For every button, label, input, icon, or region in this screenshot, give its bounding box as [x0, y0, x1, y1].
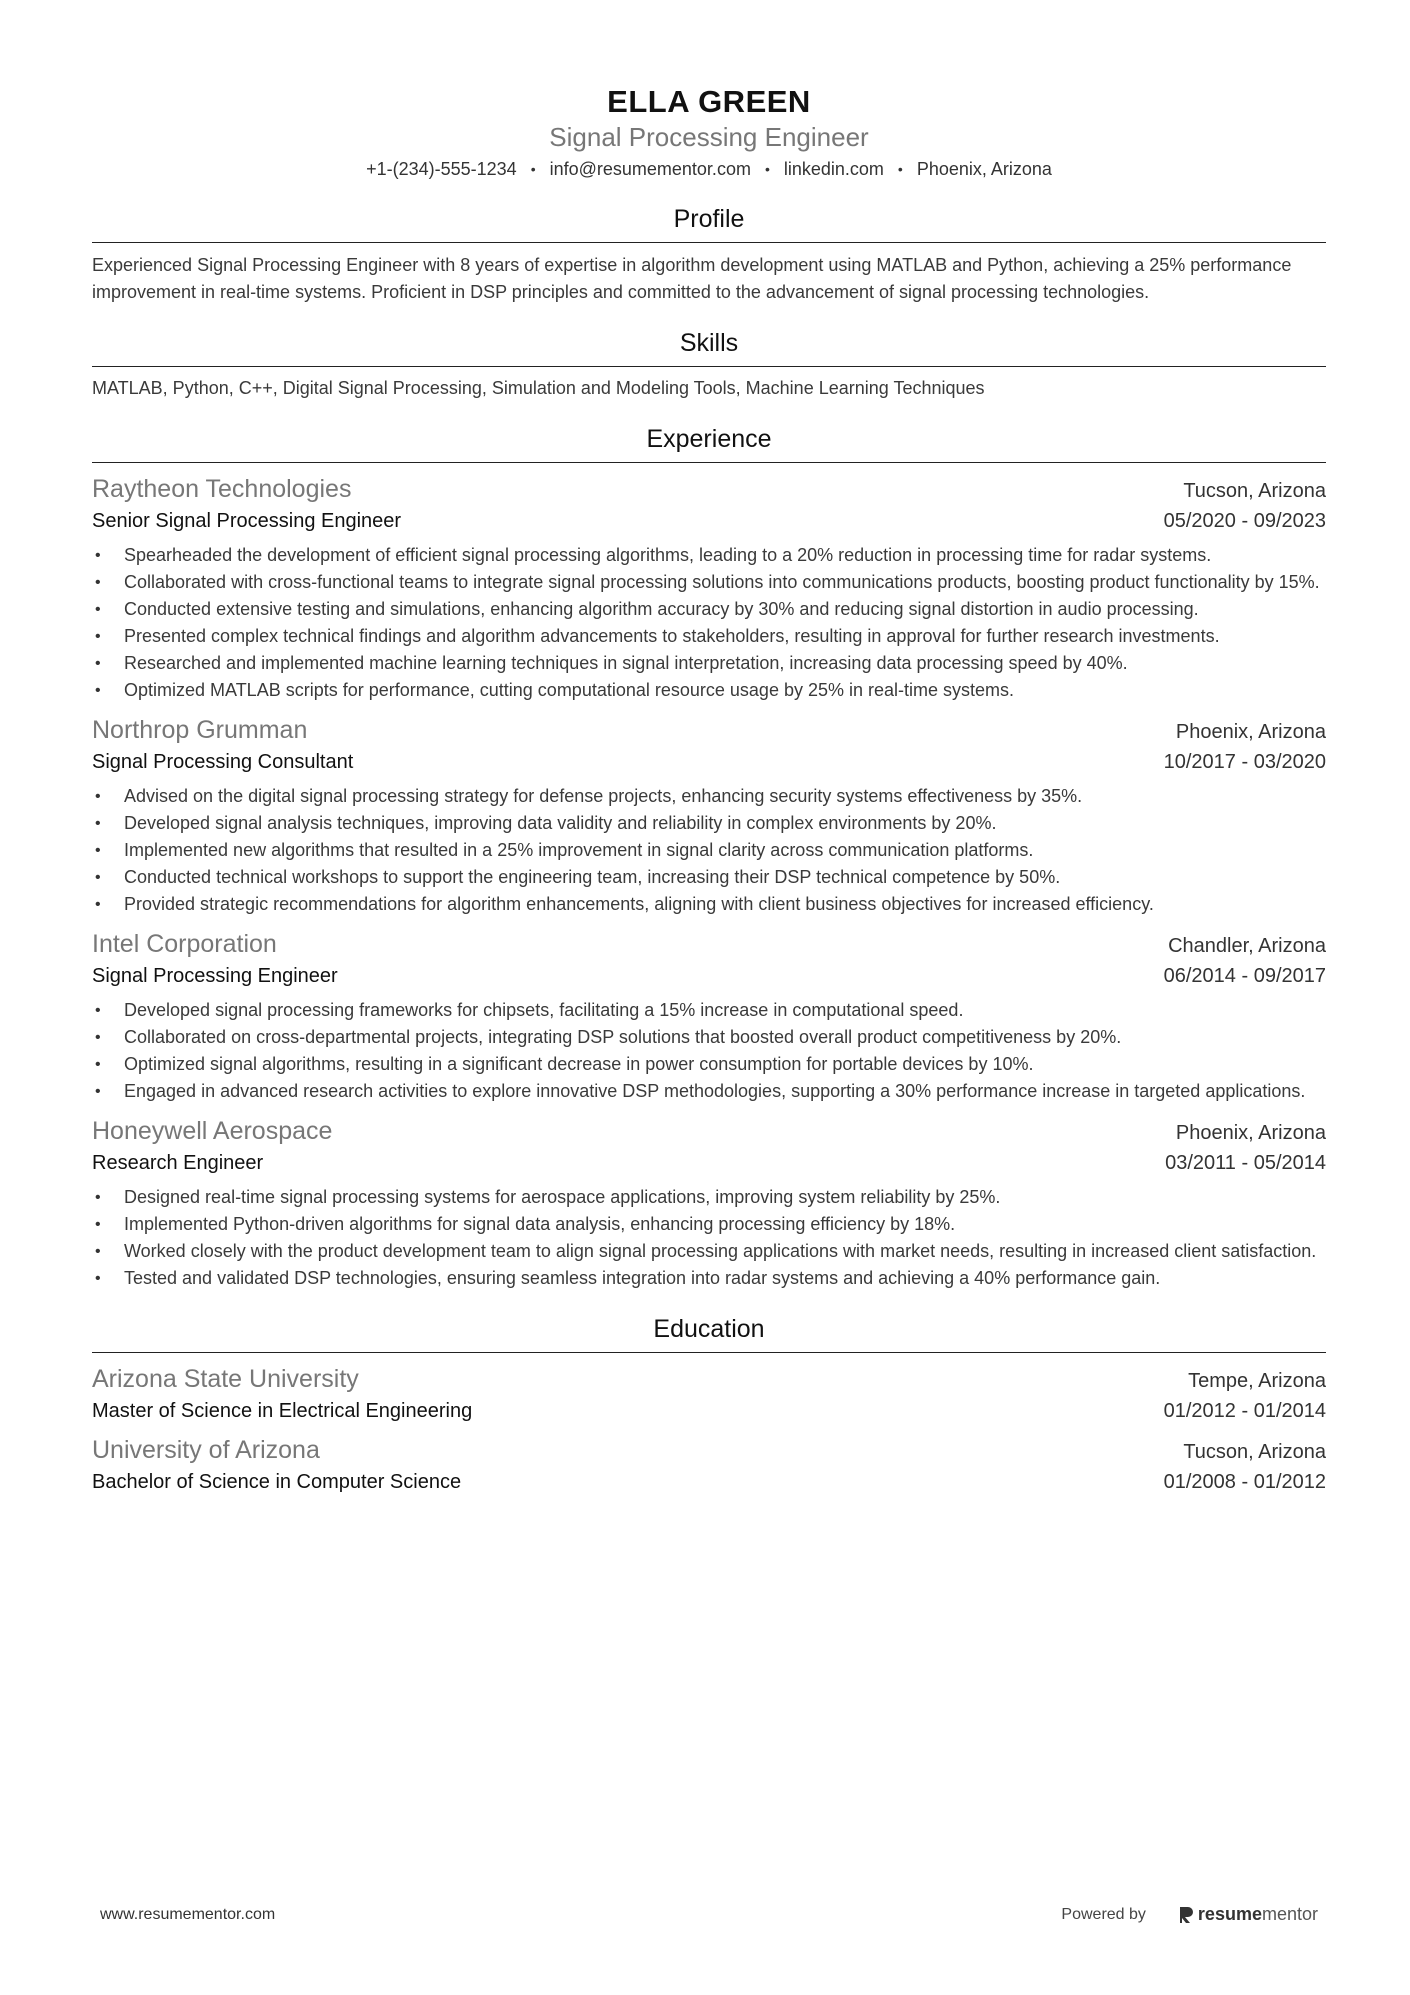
- job-location: Chandler, Arizona: [1168, 935, 1326, 957]
- job-bullet: • Engaged in advanced research activities to explore innovative DSP methodologies, supporting a 30% performance increase in targeted applications.: [92, 1078, 1326, 1105]
- job-location: Phoenix, Arizona: [1175, 1122, 1326, 1144]
- contact-phone: +1-(234)-555-1234: [366, 159, 517, 179]
- candidate-name: ELLA GREEN: [607, 84, 811, 119]
- brand-name-light: mentor: [1261, 1904, 1318, 1924]
- company-name: Intel Corporation: [92, 930, 277, 958]
- powered-by: [1061, 1904, 1318, 1925]
- experience-entry: [92, 928, 1326, 1105]
- section-title-education: Education: [92, 1314, 1326, 1353]
- job-bullet: • Provided strategic recommendations for algorithm enhancements, aligning with client business objectives for increased efficiency.: [92, 891, 1326, 918]
- job-bullet: • Collaborated on cross-departmental projects, integrating DSP solutions that boosted overall product competitiveness by 20%.: [92, 1024, 1326, 1051]
- school-name: University of Arizona: [92, 1436, 320, 1464]
- job-bullet: • Spearheaded the development of efficient signal processing algorithms, leading to a 20% reduction in processing time for radar systems.: [92, 542, 1326, 569]
- powered-by-label: Powered by: [1061, 1905, 1146, 1923]
- candidate-role: Signal Processing Engineer: [549, 122, 869, 152]
- bullet-separator: •: [897, 161, 903, 177]
- job-bullets: [92, 997, 1326, 1105]
- job-bullets: [92, 542, 1326, 704]
- company-name: Raytheon Technologies: [92, 475, 352, 503]
- experience-entry: [92, 473, 1326, 704]
- job-bullet: • Worked closely with the product development team to align signal processing applications with market needs, resulting in increased client satisfaction.: [92, 1238, 1326, 1265]
- job-dates: 06/2014 - 09/2017: [1163, 965, 1326, 987]
- job-location: Phoenix, Arizona: [1175, 721, 1326, 743]
- job-title: Senior Signal Processing Engineer: [92, 510, 402, 532]
- job-bullet: • Tested and validated DSP technologies, ensuring seamless integration into radar systems and achieving a 40% performance gain.: [92, 1265, 1326, 1292]
- job-bullet: • Designed real-time signal processing systems for aerospace applications, improving system reliability by 25%.: [92, 1184, 1326, 1211]
- footer-url[interactable]: www.resumementor.com: [100, 1905, 276, 1923]
- job-bullet: • Researched and implemented machine learning techniques in signal interpretation, increasing data processing speed by 40%.: [92, 650, 1326, 677]
- bullet-separator: •: [764, 161, 770, 177]
- bullet-separator: •: [530, 161, 536, 177]
- company-name: Northrop Grumman: [92, 716, 308, 744]
- resumementor-logo-icon: [1178, 1905, 1194, 1925]
- education-entry: [92, 1363, 1326, 1424]
- page-footer: [100, 1904, 1318, 1925]
- degree: Master of Science in Electrical Engineering: [92, 1400, 473, 1422]
- job-bullet: • Presented complex technical findings and algorithm advancements to stakeholders, resulting in approval for further research investments.: [92, 623, 1326, 650]
- resume-page: [92, 82, 1326, 1495]
- school-location: Tempe, Arizona: [1188, 1370, 1326, 1392]
- job-bullet: • Optimized MATLAB scripts for performance, cutting computational resource usage by 25% in real-time systems.: [92, 677, 1326, 704]
- experience-entry: [92, 714, 1326, 918]
- job-bullet: • Developed signal processing frameworks for chipsets, facilitating a 15% increase in computational speed.: [92, 997, 1326, 1024]
- section-title-profile: Profile: [92, 204, 1326, 243]
- job-title: Signal Processing Consultant: [92, 751, 354, 773]
- job-bullet: • Conducted technical workshops to support the engineering team, increasing their DSP technical competence by 50%.: [92, 864, 1326, 891]
- job-title: Research Engineer: [92, 1152, 264, 1174]
- education-dates: 01/2012 - 01/2014: [1163, 1400, 1326, 1422]
- section-title-experience: Experience: [92, 424, 1326, 463]
- job-bullet: • Developed signal analysis techniques, improving data validity and reliability in complex environments by 20%.: [92, 810, 1326, 837]
- profile-text: Experienced Signal Processing Engineer with 8 years of expertise in algorithm development using MATLAB and Python, achieving a 25% performance improvement in real-time systems. Proficient in DSP principles and committed to the advancement of signal processing technologies.: [92, 255, 1292, 302]
- experience-list: [92, 473, 1326, 1292]
- job-bullet: • Conducted extensive testing and simulations, enhancing algorithm accuracy by 30% and reducing signal distortion in audio processing.: [92, 596, 1326, 623]
- job-location: Tucson, Arizona: [1183, 480, 1326, 502]
- contact-email[interactable]: info@resumementor.com: [549, 159, 751, 179]
- education-dates: 01/2008 - 01/2012: [1163, 1471, 1326, 1493]
- job-dates: 03/2011 - 05/2014: [1165, 1152, 1326, 1174]
- job-bullets: [92, 783, 1326, 918]
- job-bullet: • Implemented new algorithms that resulted in a 25% improvement in signal clarity across communication platforms.: [92, 837, 1326, 864]
- job-dates: 10/2017 - 03/2020: [1163, 751, 1326, 773]
- job-title: Signal Processing Engineer: [92, 965, 338, 987]
- skills-text: MATLAB, Python, C++, Digital Signal Processing, Simulation and Modeling Tools, Machine Learning Techniques: [92, 378, 985, 398]
- contact-line: [92, 156, 1326, 182]
- degree: Bachelor of Science in Computer Science: [92, 1471, 462, 1493]
- company-name: Honeywell Aerospace: [92, 1117, 333, 1145]
- job-bullet: • Collaborated with cross-functional teams to integrate signal processing solutions into communications products, boosting product functionality by 15%.: [92, 569, 1326, 596]
- education-list: [92, 1363, 1326, 1495]
- section-title-skills: Skills: [92, 328, 1326, 367]
- experience-entry: [92, 1115, 1326, 1292]
- job-bullets: [92, 1184, 1326, 1292]
- brand-name-bold: resume: [1197, 1904, 1262, 1924]
- school-location: Tucson, Arizona: [1183, 1441, 1326, 1463]
- brand-logo[interactable]: [1178, 1904, 1318, 1925]
- job-dates: 05/2020 - 09/2023: [1163, 510, 1326, 532]
- contact-linkedin[interactable]: linkedin.com: [783, 159, 884, 179]
- job-bullet: • Advised on the digital signal processing strategy for defense projects, enhancing security systems effectiveness by 35%.: [92, 783, 1326, 810]
- school-name: Arizona State University: [92, 1365, 359, 1393]
- job-bullet: • Optimized signal algorithms, resulting in a significant decrease in power consumption for portable devices by 10%.: [92, 1051, 1326, 1078]
- contact-location: Phoenix, Arizona: [916, 159, 1052, 179]
- education-entry: [92, 1434, 1326, 1495]
- job-bullet: • Implemented Python-driven algorithms for signal data analysis, enhancing processing efficiency by 18%.: [92, 1211, 1326, 1238]
